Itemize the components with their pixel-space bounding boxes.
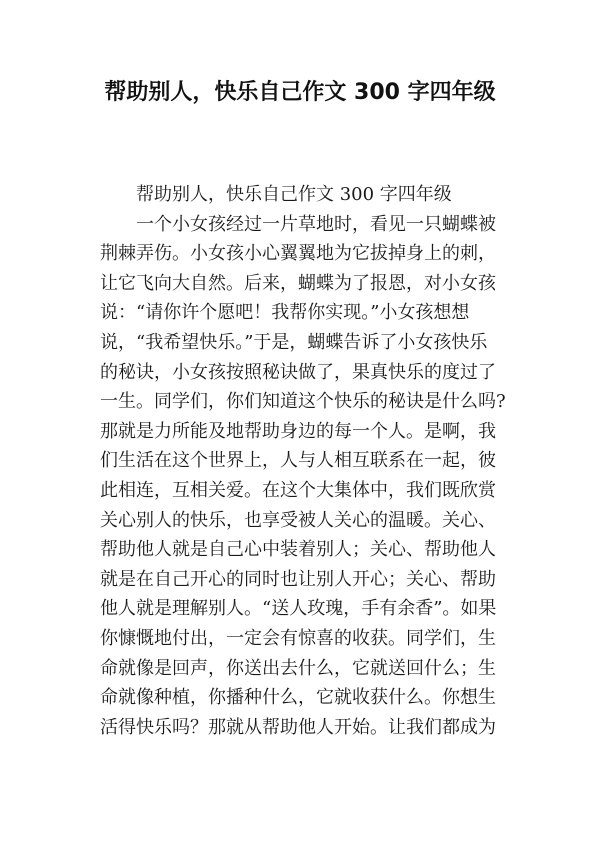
body-line: 一个小女孩经过一片草地时，看见一只蝴蝶被 — [136, 213, 496, 235]
body-line: 帮助他人就是自己心中装着别人；关心、帮助他人 — [100, 539, 496, 561]
body-line: 关心别人的快乐，也享受被人关心的温暖。关心、 — [100, 509, 496, 531]
body-line: 荆棘弄伤。小女孩小心翼翼地为它拔掉身上的刺， — [100, 243, 496, 265]
body-line: 一生。同学们，你们知道这个快乐的秘诀是什么吗? — [100, 391, 506, 413]
body-line: 们生活在这个世界上，人与人相互联系在一起，彼 — [100, 450, 496, 472]
body-line: 你慷慨地付出，一定会有惊喜的收获。同学们，生 — [100, 627, 496, 649]
body-line: 就是在自己开心的同时也让别人开心；关心、帮助 — [100, 568, 496, 590]
body-line: 帮助别人，快乐自己作文 300 字四年级 — [136, 184, 452, 205]
document-body — [100, 180, 506, 742]
body-line: 他人就是理解别人。“送人玫瑰，手有余香”。如果 — [100, 598, 497, 620]
body-line: 说：“请你许个愿吧！我帮你实现。”小女孩想想 — [100, 302, 470, 324]
body-line: 活得快乐吗？那就从帮助他人开始。让我们都成为 — [100, 716, 496, 738]
body-line: 的秘诀，小女孩按照秘诀做了，果真快乐的度过了 — [100, 361, 496, 383]
body-line: 让它飞向大自然。后来，蝴蝶为了报恩，对小女孩 — [100, 272, 496, 294]
document-title: 帮助别人，快乐自己作文 300 字四年级 — [104, 80, 496, 105]
body-line: 命就像种植，你播种什么，它就收获什么。你想生 — [100, 687, 496, 709]
body-line: 命就像是回声，你送出去什么，它就送回什么；生 — [100, 657, 496, 679]
body-line: 说，“我希望快乐。”于是，蝴蝶告诉了小女孩快乐 — [100, 331, 488, 353]
body-line: 此相连，互相关爱。在这个大集体中，我们既欣赏 — [100, 479, 496, 501]
body-line: 那就是力所能及地帮助身边的每一个人。是啊，我 — [100, 420, 496, 442]
